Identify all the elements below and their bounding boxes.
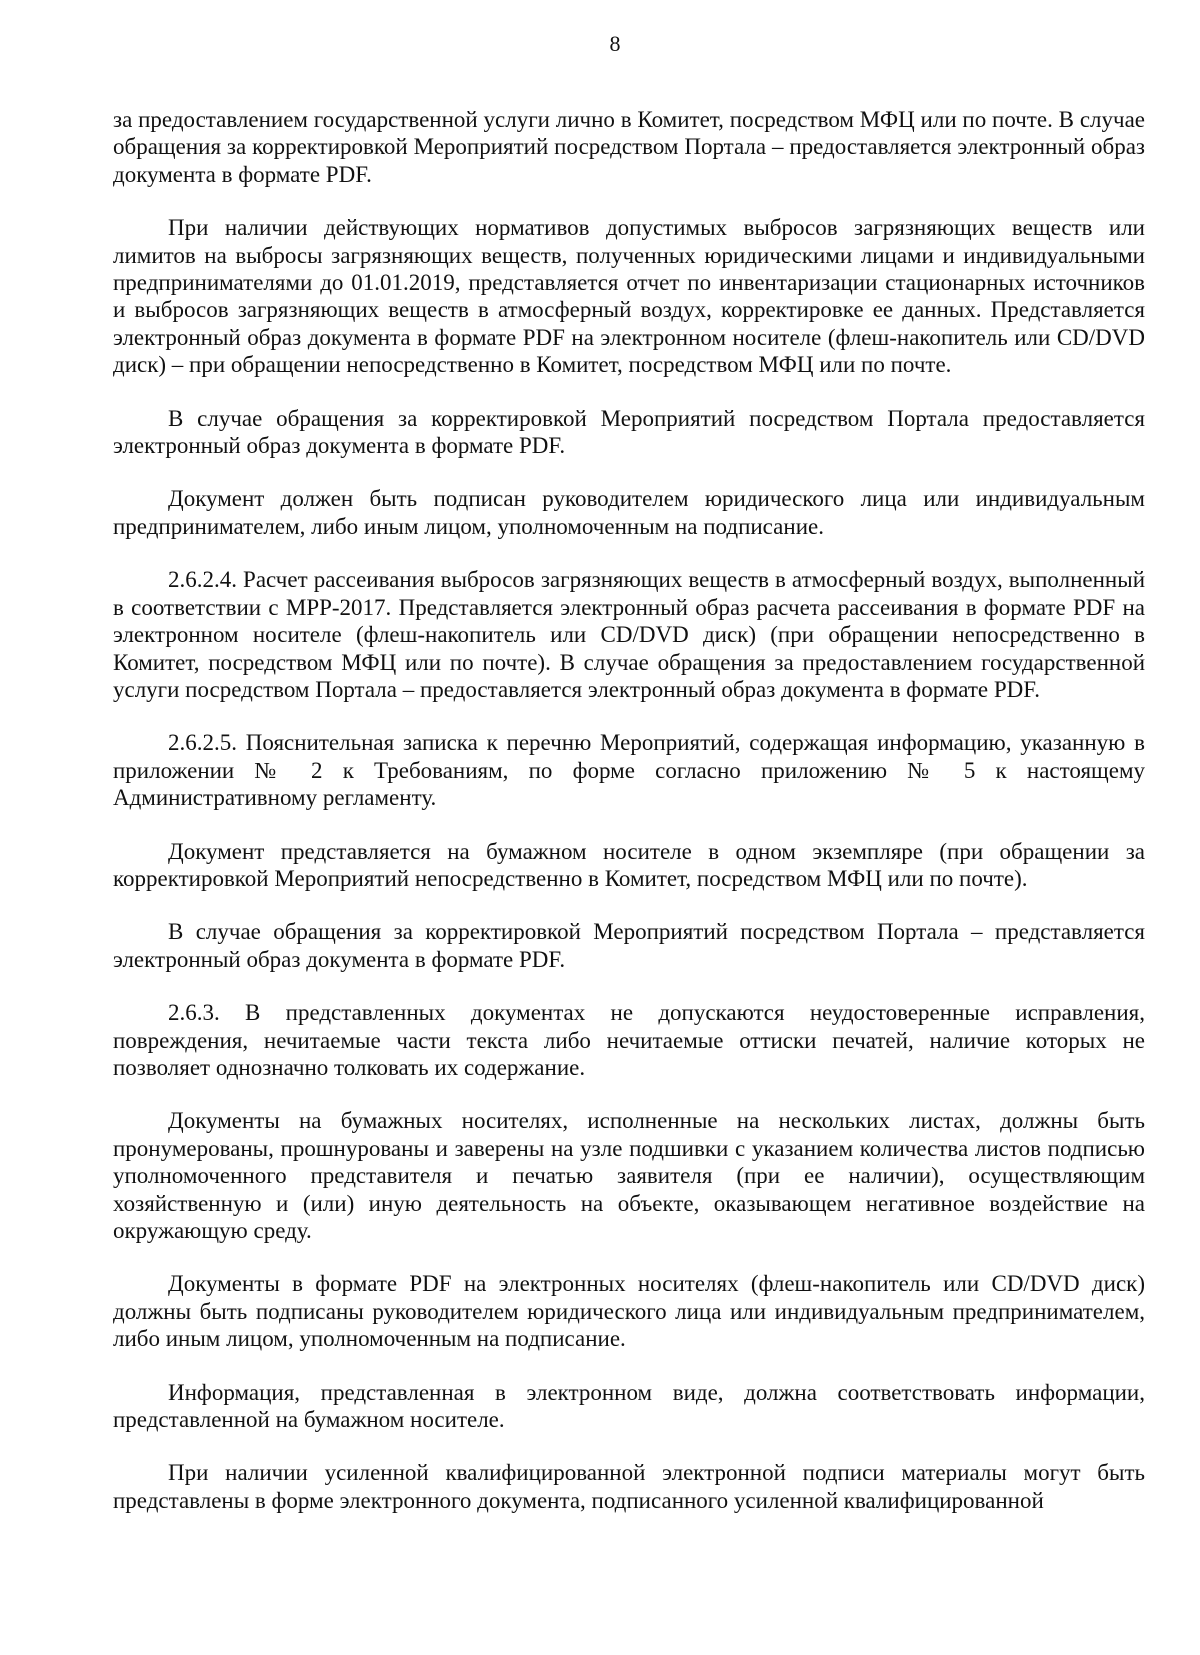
paragraph-6: 2.6.2.5. Пояснительная записка к перечню Мероприятий, содержащая информацию, указанную в приложении № 2 к Требованиям, по форме согласно приложению № 5 к настоящему Административному регламенту. (113, 730, 1145, 811)
paragraph-3: В случае обращения за корректировкой Мероприятий посредством Портала предоставляется электронный образ документа в формате PDF. (113, 405, 1145, 459)
paragraph-10: Документы на бумажных носителях, исполненные на нескольких листах, должны быть пронумерованы, прошнурованы и заверены на узле подшивки с указанием количества листов подписью уполномоченного представителя и печатью заявителя (при ее наличии), осуществляющим хозяйственную и (или) иную деятельность на объекте, оказывающем негативное воздействие на окружающую среду. (113, 1108, 1145, 1243)
paragraph-13: При наличии усиленной квалифицированной электронной подписи материалы могут быть представлены в форме электронного документа, подписанного усиленной квалифицированной (113, 1460, 1145, 1513)
paragraph-4: Документ должен быть подписан руководителем юридического лица или индивидуальным предпринимателем, либо иным лицом, уполномоченным на подписание. (113, 486, 1145, 539)
paragraph-1: за предоставлением государственной услуги лично в Комитет, посредством МФЦ или по почте. В случае обращения за корректировкой Мероприятий посредством Портала – предоставляется электронный образ документа в формате PDF. (113, 107, 1145, 187)
paragraph-5: 2.6.2.4. Расчет рассеивания выбросов загрязняющих веществ в атмосферный воздух, выполненный в соответствии с МРР-2017. Представляется электронный образ расчета рассеивания в формате PDF на электронном носителе (флеш-накопитель или CD/DVD диск) (при обращении непосредственно в Комитет, посредством МФЦ или по почте). В случае обращения за предоставлением государственной услуги посредством Портала – предоставляется электронный образ документа в формате PDF. (113, 567, 1145, 702)
paragraph-2: При наличии действующих нормативов допустимых выбросов загрязняющих веществ или лимитов на выбросы загрязняющих веществ, полученных юридическими лицами и индивидуальными предпринимателями до 01.01.2019, представляется отчет по инвентаризации стационарных источников и выбросов загрязняющих веществ в атмосферный воздух, корректировке ее данных. Представляется электронный образ документа в формате PDF на электронном носителе (флеш-накопитель или CD/DVD диск) – при обращении непосредственно в Комитет, посредством МФЦ или по почте. (113, 215, 1145, 378)
paragraph-8: В случае обращения за корректировкой Мероприятий посредством Портала – представляется электронный образ документа в формате PDF. (113, 919, 1145, 972)
paragraph-12: Информация, представленная в электронном виде, должна соответствовать информации, представленной на бумажном носителе. (113, 1379, 1145, 1433)
paragraph-9: 2.6.3. В представленных документах не допускаются неудостоверенные исправления, повреждения, нечитаемые части текста либо нечитаемые оттиски печатей, наличие которых не позволяет однозначно толковать их содержание. (113, 1000, 1145, 1080)
document-body (113, 106, 1145, 1540)
paragraph-7: Документ представляется на бумажном носителе в одном экземпляре (при обращении за корректировкой Мероприятий непосредственно в Комитет, посредством МФЦ или по почте). (113, 838, 1145, 891)
page-number: 8 (609, 31, 621, 56)
paragraph-11: Документы в формате PDF на электронных носителях (флеш-накопитель или CD/DVD диск) должны быть подписаны руководителем юридического лица или индивидуальным предпринимателем, либо иным лицом, уполномоченным на подписание. (113, 1271, 1145, 1352)
